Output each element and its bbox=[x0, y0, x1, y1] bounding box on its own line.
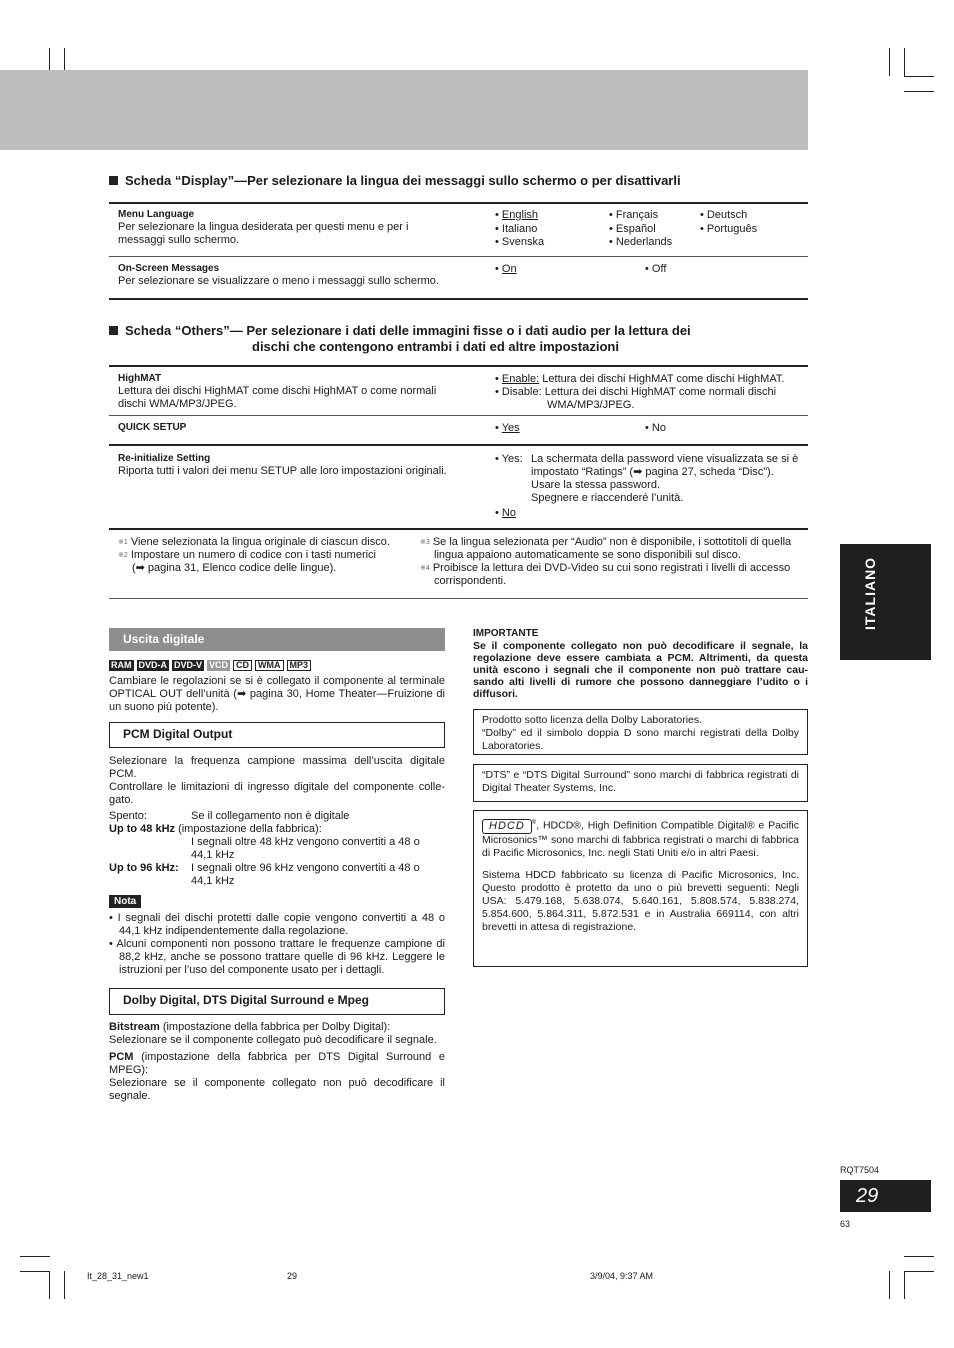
crop-mark bbox=[49, 1271, 50, 1299]
option-espanol[interactable]: • Español bbox=[609, 223, 656, 235]
footnotes-left: $^{※1}$ Viene selezionata la lingua originale di ciascun disco. $^{※2}$ Impostare un numero di codice con i tasti numerici (➡ pagina 31, Elenco codice delle lingue). bbox=[118, 536, 390, 574]
pcm-heading: PCM Digital Output bbox=[109, 722, 445, 748]
crop-mark bbox=[904, 1271, 905, 1299]
option-english[interactable]: • English bbox=[495, 209, 538, 221]
reinit-row: Re-initialize Setting Riporta tutti i valori dei menu SETUP alle loro impostazioni originali. bbox=[118, 453, 447, 477]
page-small: 63 bbox=[840, 1219, 851, 1229]
table-rule bbox=[109, 256, 808, 257]
table-rule bbox=[109, 202, 808, 204]
pcm-p2: Controllare le limitazioni di ingresso digitale del componente colle-gato. bbox=[109, 781, 445, 806]
highmat-row: HighMAT Lettura dei dischi HighMAT come dischi HighMAT o come normali dischi WMA/MP3/JPEG. bbox=[118, 373, 437, 410]
language-side-tab: ITALIANO bbox=[840, 544, 931, 660]
pcm-block: PCM (impostazione della fabbrica per DTS Digital Surround e MPEG): Selezionare se il componente collegato non può decodificare il segnale. bbox=[109, 1051, 445, 1102]
display-section-heading: Scheda “Display”—Per selezionare la lingua dei messaggi sullo schermo o per disattivarli bbox=[109, 173, 681, 189]
badge-dvd-a: DVD-A bbox=[138, 660, 167, 670]
footer-page: 29 bbox=[287, 1271, 298, 1281]
badge-dvd-v: DVD-V bbox=[174, 660, 203, 670]
crop-mark bbox=[889, 48, 890, 76]
disc-badges bbox=[109, 659, 314, 672]
hdcd-logo: HDCD bbox=[482, 819, 532, 834]
reinit-option-no[interactable]: • No bbox=[495, 507, 516, 519]
badge-ram: RAM bbox=[111, 660, 132, 670]
onscreen-messages-row: On-Screen Messages Per selezionare se visualizzare o meno i messaggi sullo schermo. bbox=[118, 263, 439, 287]
badge-wma: WMA bbox=[255, 660, 284, 671]
crop-mark bbox=[64, 1271, 65, 1299]
page-number: 29 bbox=[840, 1180, 931, 1212]
up96-label: Up to 96 kHz: bbox=[109, 862, 179, 874]
option-off[interactable]: • Off bbox=[645, 263, 667, 275]
others-section-heading-cont: dischi che contengono entrambi i dati ed altre impostazioni bbox=[252, 339, 619, 354]
badge-mp3: MP3 bbox=[287, 660, 312, 671]
option-no[interactable]: • No bbox=[645, 422, 666, 434]
badge-vcd: VCD bbox=[209, 660, 229, 670]
footer-date: 3/9/04, 9:37 AM bbox=[590, 1271, 654, 1281]
spento-label: Spento: bbox=[109, 810, 147, 822]
bitstream-block: Bitstream (impostazione della fabbrica per Dolby Digital): Selezionare se il componente collegato può decodificare il segnale. bbox=[109, 1021, 437, 1046]
bullet-square-icon bbox=[109, 326, 118, 335]
uscita-intro: Cambiare le regolazioni se si è collegato il componente al terminale OPTICAL OUT dell’unità (➡ pagina 30, Home Theater—Fruizione di un suono più potente). bbox=[109, 675, 445, 713]
crop-mark bbox=[904, 91, 934, 92]
table-rule bbox=[109, 298, 808, 300]
table-rule bbox=[109, 444, 808, 446]
table-rule bbox=[109, 365, 808, 367]
menu-language-desc: Per selezionare la lingua desiderata per questi menu e per i messaggi sullo schermo. bbox=[118, 221, 409, 246]
footnotes-right: $^{※3}$ Se la lingua selezionata per “Audio” non è disponibile, i sottotitoli di quella lingua appaiono automaticamente se sono disponibili sul disco. $^{※4}$ Proibisce la lettura dei DVD-Video su cui sono registrati i livelli di accesso corrispondenti. bbox=[420, 536, 792, 587]
dolby-heading: Dolby Digital, DTS Digital Surround e Mpeg bbox=[109, 988, 445, 1015]
spento-text: Se il collegamento non è digitale bbox=[191, 810, 350, 822]
table-rule bbox=[109, 415, 808, 416]
crop-mark bbox=[20, 1271, 50, 1272]
crop-mark bbox=[889, 1271, 890, 1299]
others-section-heading: Scheda “Others”— Per selezionare i dati delle immagini fisse o i dati audio per la lettura dei bbox=[109, 323, 691, 339]
nota-list: • I segnali dei dischi protetti dalle copie vengono convertiti a 48 o 44,1 kHz indipendentemente dalla regolazione. • Alcuni componenti non possono trattare le frequenze campione di 88,2 kHz, anche se possono trattare quelle di 96 kHz. Leggere le istruzioni per l’uso del componente usato per i dettagli. bbox=[109, 912, 445, 976]
importante-text: Se il componente collegato non può decodificare il segnale, la regolazione deve essere cambiata a PCM. Altrimenti, da questa unità escono i segnali che il componente non può trattare cau-sando alti livelli di rumore che possono danneggiare l’udito o i diffusori. bbox=[473, 640, 808, 700]
up96-text: I segnali oltre 96 kHz vengono convertiti a 48 o 44,1 kHz bbox=[191, 862, 420, 887]
menu-language-title: Menu Language bbox=[118, 209, 195, 220]
crop-mark bbox=[20, 1256, 50, 1257]
option-nederlands[interactable]: • Nederlands bbox=[609, 236, 673, 248]
up48-text: I segnali oltre 48 kHz vengono convertiti a 48 o 44,1 kHz bbox=[191, 836, 420, 861]
crop-mark bbox=[904, 48, 905, 76]
option-portugues[interactable]: • Português bbox=[700, 223, 758, 235]
menu-language-row bbox=[118, 209, 458, 247]
option-deutsch[interactable]: • Deutsch bbox=[700, 209, 748, 221]
table-rule bbox=[109, 598, 808, 599]
uscita-title: Uscita digitale bbox=[109, 628, 445, 651]
quick-setup-title: QUICK SETUP bbox=[118, 422, 187, 433]
pcm-p1: Selezionare la frequenza campione massima dell’uscita digitale PCM. bbox=[109, 755, 445, 780]
bullet-square-icon bbox=[109, 176, 118, 185]
badge-cd: CD bbox=[233, 660, 252, 671]
header-band bbox=[0, 70, 808, 150]
model-number: RQT7504 bbox=[840, 1165, 880, 1175]
up48-line: Up to 48 kHz (impostazione della fabbrica): bbox=[109, 823, 322, 835]
importante-title: IMPORTANTE bbox=[473, 628, 539, 639]
crop-mark bbox=[904, 76, 934, 77]
crop-mark bbox=[904, 1256, 934, 1257]
table-rule bbox=[109, 528, 808, 530]
dts-box: “DTS” e “DTS Digital Surround” sono marchi di fabbrica registrati di Digital Theater Systems, Inc. bbox=[473, 764, 808, 802]
option-disable[interactable]: • Disable: Lettura dei dischi HighMAT come normali dischi bbox=[495, 386, 777, 398]
dolby-license-box: Prodotto sotto licenza della Dolby Laboratories. “Dolby” ed il simbolo doppia D sono marchi registrati della Dolby Laboratories. bbox=[473, 709, 808, 755]
option-on[interactable]: • On bbox=[495, 263, 517, 275]
option-yes[interactable]: • Yes bbox=[495, 422, 520, 434]
crop-mark bbox=[904, 1271, 934, 1272]
option-disable-cont: WMA/MP3/JPEG. bbox=[547, 399, 635, 411]
option-francais[interactable]: • Français bbox=[609, 209, 659, 221]
reinit-option-yes[interactable]: • Yes: bbox=[495, 453, 523, 465]
nota-badge: Nota bbox=[109, 895, 141, 908]
reinit-yes-desc: La schermata della password viene visualizzata se si è impostato “Ratings” (➡ pagina 27, scheda “Disc”). Usare la stessa password. Spegnere e riaccenderé l’unità. bbox=[531, 453, 799, 504]
footer-file: It_28_31_new1 bbox=[87, 1271, 149, 1281]
option-svenska[interactable]: • Svenska bbox=[495, 236, 545, 248]
option-enable[interactable]: • Enable: Lettura dei dischi HighMAT come dischi HighMAT. bbox=[495, 373, 785, 385]
hdcd-box: HDCD ®, HDCD®, High Definition Compatible Digital® e Pacific Microsonics™ sono marchi di fabbrica registrati o marchi di fabbrica di Pacific Microsonics, Inc. negli Stati Uniti e/o in altri Paesi. Sistema HDCD fabbricato su licenza di Pacific Microsonics, Inc. Questo prodotto è protetto da uno o più brevetti seguenti: Negli USA: 5.479.168, 5.638.074, 5.640.161, 5.808.574, 5.838.274, 5.854.600, 5.864.311, 5.872.531 e in Australia 669114, con altri brevetti in attesa di registrazione. bbox=[473, 810, 808, 967]
option-italiano[interactable]: • Italiano bbox=[495, 223, 538, 235]
